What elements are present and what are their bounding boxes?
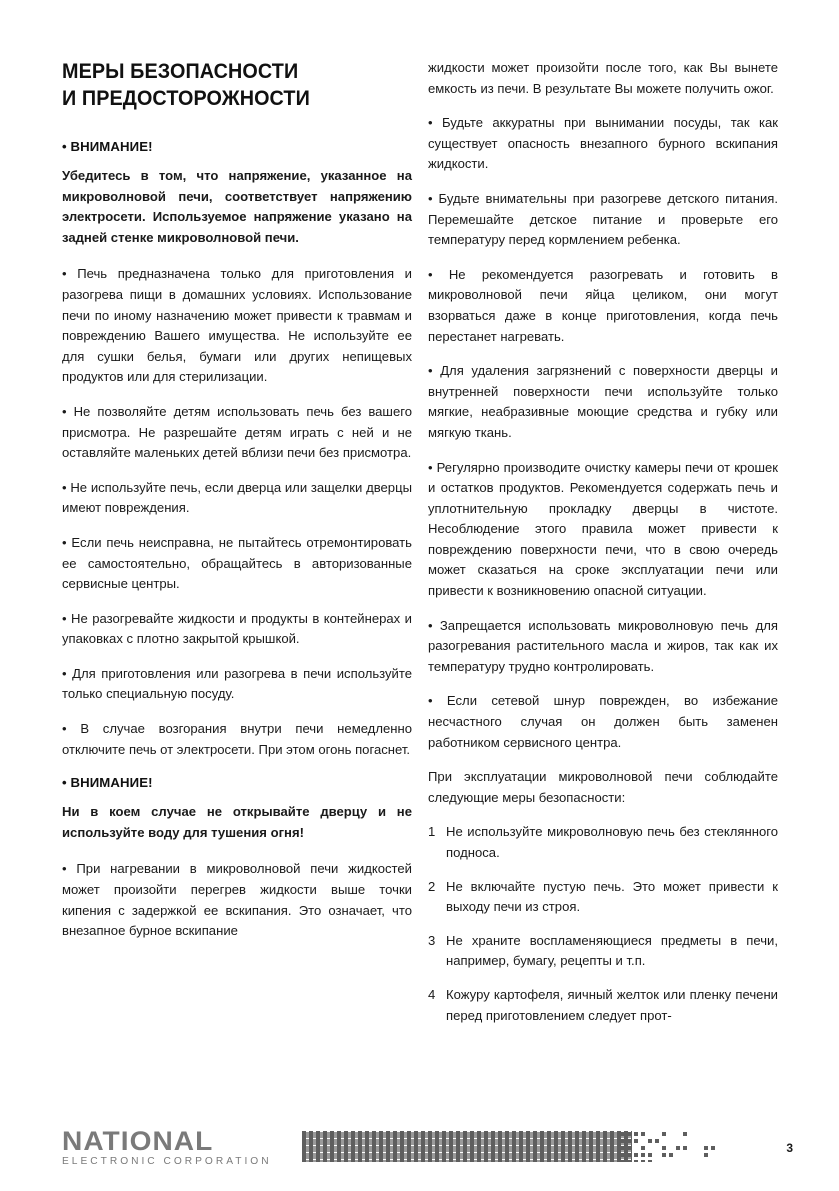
list-item-text: Кожуру картофеля, яичный желток или пленку печени перед приготовлением следует прот-: [446, 986, 778, 1023]
safety-bullet: • Будьте аккуратны при вынимании посуды, так как существует опасность внезапного бурного вскипания жидкости.: [428, 115, 778, 172]
halftone-dissolve: [620, 1131, 722, 1162]
safety-bullet: • При нагревании в микроволновой печи жидкостей может произойти перегрев жидкости выше точки кипения с задержкой ее вскипания. Это означает, что внезапное бурное вскипание: [62, 861, 412, 939]
numbered-list-item: [428, 877, 778, 918]
list-item-text: Не включайте пустую печь. Это может привести к выходу печи из строя.: [446, 878, 778, 915]
numbered-list-intro: При эксплуатации микроволновой печи соблюдайте следующие меры безопасности:: [428, 769, 778, 805]
safety-bullet: • Для удаления загрязнений с поверхности дверцы и внутренней поверхности печи используйте только мягкие, неабразивные моющие средства и губку или мягкую ткань.: [428, 363, 778, 440]
numbered-list-item: [428, 822, 778, 863]
logo-tagline: ELECTRONIC CORPORATION: [62, 1156, 272, 1167]
safety-bullet: • Не рекомендуется разогревать и готовить в микроволновой печи яйца целиком, они могут взорваться даже в конце приготовления, когда печь перестанет нагревать.: [428, 266, 778, 344]
national-logo: [62, 1128, 292, 1168]
attention-heading-1: • ВНИМАНИЕ!: [62, 139, 153, 154]
page-title-line-2: И ПРЕДОСТОРОЖНОСТИ: [62, 86, 310, 110]
safety-bullet: • Будьте внимательны при разогреве детского питания. Перемешайте детское питание и проверьте его температуру перед кормлением ребенка.: [428, 190, 778, 248]
numbered-list-item: [428, 985, 778, 1026]
list-item-number: 2: [428, 878, 436, 894]
page-title: [62, 58, 384, 112]
list-item-number: 1: [428, 824, 436, 840]
warning-bold-paragraph: Ни в коем случае не открывайте дверцу и не используйте воду для тушения огня!: [62, 804, 412, 840]
list-item-number: 4: [428, 986, 436, 1002]
list-item-text: Не используйте микроволновую печь без стеклянного подноса.: [446, 824, 778, 860]
safety-bullet: • Печь предназначена только для приготовления и разогрева пищи в домашних условиях. Использование печи по иному назначению может привести к травмам и повреждению Вашего имущества. Не используйте ее для сушки белья, бумаги или других непищевых продуктов или для стерилизации.: [62, 266, 412, 385]
halftone-grid: [302, 1131, 632, 1162]
safety-bullet: • Запрещается использовать микроволновую печь для разогревания растительного масла и жиров, так как их температуру трудно контролировать.: [428, 617, 778, 674]
logo-wordmark: NATIONAL: [62, 1126, 214, 1156]
intro-bold-paragraph: Убедитесь в том, что напряжение, указанное на микроволновой печи, соответствует напряжению электросети. Используемое напряжение указано на задней стенке микроволновой печи.: [62, 168, 412, 245]
numbered-list-item: [428, 931, 778, 972]
safety-bullet: • Если сетевой шнур поврежден, во избежание несчастного случая он должен быть заменен работником сервисного центра.: [428, 693, 778, 750]
safety-bullet: • Не разогревайте жидкости и продукты в контейнерах и упаковках с плотно закрытой крышкой.: [62, 610, 412, 647]
continuation-paragraph: жидкости может произойти после того, как Вы вынете емкость из печи. В результате Вы можете получить ожог.: [428, 60, 778, 96]
safety-bullet: • Не позволяйте детям использовать печь без вашего присмотра. Не разрешайте детям играть с ней и не оставляйте маленьких детей вблизи печи без присмотра.: [62, 403, 412, 461]
safety-bullet: • Если печь неисправна, не пытайтесь отремонтировать ее самостоятельно, обращайтесь в авторизованные сервисные центры.: [62, 534, 412, 592]
list-item-number: 3: [428, 932, 436, 948]
left-column: [62, 58, 412, 956]
attention-heading-2: • ВНИМАНИЕ!: [62, 775, 153, 791]
safety-bullet: • Для приготовления или разогрева в печи используйте только специальную посуду.: [62, 665, 412, 702]
page-footer: [0, 1124, 839, 1191]
page-number: 3: [786, 1141, 793, 1155]
list-item-text: Не храните воспламеняющиеся предметы в печи, например, бумагу, рецепты и т.п.: [446, 932, 778, 969]
safety-bullet: • В случае возгорания внутри печи немедленно отключите печь от электросети. При этом огонь погаснет.: [62, 721, 412, 757]
right-column: [428, 58, 778, 1039]
safety-bullet: • Регулярно производите очистку камеры печи от крошек и остатков продуктов. Рекомендуется содержать печь и уплотнительную прокладку дверцы в чистоте. Несоблюдение этого правила может привести к повреждению поверхности печи, что в свою очередь может сказаться на сроке эксплуатации печи или привести к возникновению опасной ситуации.: [428, 459, 778, 599]
decorative-halftone-band: [302, 1131, 722, 1162]
body-columns: [62, 58, 778, 1118]
page-title-line-1: МЕРЫ БЕЗОПАСНОСТИ: [62, 59, 299, 83]
safety-bullet: • Не используйте печь, если дверца или защелки дверцы имеют повреждения.: [62, 479, 412, 516]
